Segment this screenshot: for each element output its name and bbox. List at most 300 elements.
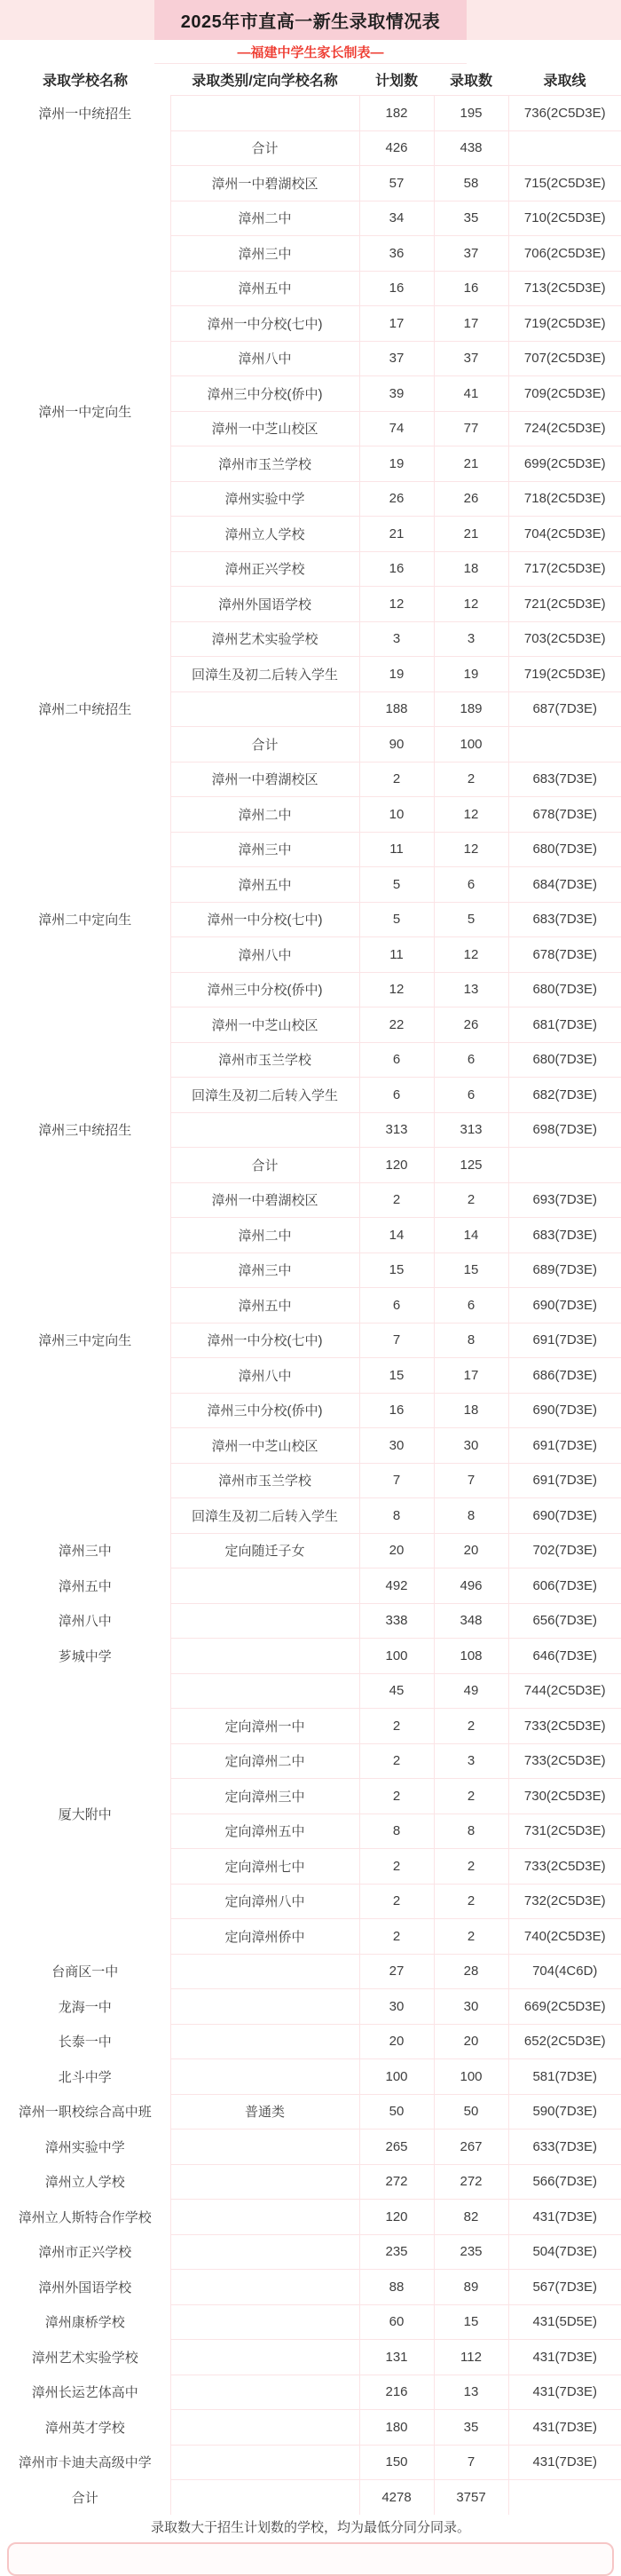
admitted-count-cell: 20 [434,2024,508,2059]
admitted-count-cell: 49 [434,1673,508,1709]
cutoff-line-cell: 686(7D3E) [508,1358,621,1394]
plan-count-cell: 2 [359,1743,434,1779]
admitted-count-cell: 8 [434,1323,508,1358]
plan-count-cell: 20 [359,1533,434,1569]
table-row [0,2200,621,2235]
admitted-count-cell: 35 [434,2410,508,2446]
plan-count-cell: 16 [359,1393,434,1428]
category-cell: 漳州外国语学校 [170,587,359,622]
category-cell [170,2304,359,2340]
plan-count-cell: 60 [359,2304,434,2340]
cutoff-line-cell: 721(2C5D3E) [508,587,621,622]
school-name-cell: 漳州实验中学 [44,2139,125,2155]
admitted-count-cell: 3 [434,621,508,657]
plan-count-cell: 2 [359,1779,434,1814]
cutoff-line-cell: 733(2C5D3E) [508,1743,621,1779]
category-cell: 漳州五中 [170,867,359,903]
category-cell: 漳州三中 [170,832,359,867]
category-cell: 定向漳州七中 [170,1849,359,1885]
table-row [0,691,621,727]
cutoff-line-cell: 606(7D3E) [508,1569,621,1604]
category-cell [170,2445,359,2480]
school-name-cell: 漳州市卡迪夫高级中学 [18,2455,152,2471]
cutoff-line-cell: 691(7D3E) [508,1428,621,1464]
cutoff-line-cell: 680(7D3E) [508,832,621,867]
admitted-count-cell: 26 [434,481,508,517]
category-cell: 漳州八中 [170,341,359,376]
plan-count-cell: 4278 [359,2480,434,2515]
page-subtitle: —福建中学生家长制表— [237,44,384,60]
school-name-cell: 漳州市正兴学校 [38,2245,132,2261]
plan-count-cell: 15 [359,1358,434,1394]
cutoff-line-cell: 687(7D3E) [508,691,621,727]
category-cell [170,2480,359,2515]
school-name-cell: 漳州一中统招生 [38,106,132,122]
category-cell: 定向漳州八中 [170,1884,359,1919]
category-cell [170,2024,359,2059]
school-name-cell: 漳州三中 [58,1544,112,1560]
admitted-count-cell: 14 [434,1218,508,1253]
admitted-count-cell: 2 [434,1919,508,1955]
category-cell: 漳州二中 [170,201,359,236]
table-row [0,2130,621,2165]
plan-count-cell: 188 [359,691,434,727]
school-name-cell: 漳州一中定向生 [38,404,132,420]
admitted-count-cell: 21 [434,517,508,552]
plan-count-cell: 57 [359,166,434,201]
category-cell [170,1569,359,1604]
table-row [0,1954,621,1989]
admitted-count-cell: 50 [434,2094,508,2130]
plan-count-cell: 5 [359,902,434,937]
plan-count-cell: 426 [359,130,434,166]
plan-count-cell: 120 [359,2200,434,2235]
cutoff-line-cell: 683(7D3E) [508,902,621,937]
plan-count-cell: 2 [359,1919,434,1955]
admitted-count-cell: 125 [434,1148,508,1183]
plan-count-cell: 74 [359,411,434,446]
table-row [0,2024,621,2059]
plan-count-cell: 338 [359,1603,434,1639]
school-name-cell: 芗城中学 [58,1648,112,1664]
plan-count-cell: 100 [359,2059,434,2095]
school-name-cell: 漳州一职校综合高中班 [18,2105,152,2121]
category-cell: 漳州实验中学 [170,481,359,517]
plan-count-cell: 6 [359,1288,434,1324]
cutoff-line-cell: 633(7D3E) [508,2130,621,2165]
plan-count-cell: 6 [359,1042,434,1078]
cutoff-line-cell: 681(7D3E) [508,1007,621,1043]
category-cell: 漳州一中芝山校区 [170,411,359,446]
admitted-count-cell: 189 [434,691,508,727]
cutoff-line-cell: 682(7D3E) [508,1078,621,1113]
category-cell [170,1989,359,2025]
cutoff-line-cell: 740(2C5D3E) [508,1919,621,1955]
admitted-count-cell: 58 [434,166,508,201]
cutoff-line-cell: 719(2C5D3E) [508,657,621,692]
plan-count-cell: 30 [359,1428,434,1464]
category-cell: 漳州一中芝山校区 [170,1007,359,1043]
cutoff-line-cell: 431(7D3E) [508,2410,621,2446]
table-row [0,2340,621,2375]
column-header-plan: 计划数 [374,74,418,89]
admitted-count-cell: 112 [434,2340,508,2375]
category-cell: 漳州五中 [170,1288,359,1324]
admitted-count-cell: 2 [434,762,508,797]
admitted-count-cell: 13 [434,972,508,1007]
category-cell: 合计 [170,727,359,763]
school-name-cell: 台商区一中 [51,1964,119,1980]
cutoff-line-cell: 646(7D3E) [508,1639,621,1674]
plan-count-cell: 14 [359,1218,434,1253]
plan-count-cell: 30 [359,1989,434,2025]
admitted-count-cell: 100 [434,2059,508,2095]
category-cell: 回漳生及初二后转入学生 [170,1498,359,1534]
school-name-cell: 漳州立人学校 [44,2175,125,2191]
cutoff-line-cell: 724(2C5D3E) [508,411,621,446]
admitted-count-cell: 30 [434,1428,508,1464]
cutoff-line-cell: 684(7D3E) [508,867,621,903]
category-cell [170,2270,359,2305]
category-cell [170,2130,359,2165]
category-cell: 回漳生及初二后转入学生 [170,657,359,692]
cutoff-line-cell: 690(7D3E) [508,1393,621,1428]
admitted-count-cell: 2 [434,1709,508,1744]
admissions-table-body [0,96,621,2515]
admitted-count-cell: 12 [434,832,508,867]
school-name-cell: 漳州康桥学校 [44,2315,125,2331]
category-cell: 漳州三中 [170,236,359,272]
cutoff-line-cell [508,130,621,166]
table-row [0,96,621,131]
admitted-count-cell: 37 [434,236,508,272]
cutoff-line-cell: 698(7D3E) [508,1112,621,1148]
admitted-count-cell: 30 [434,1989,508,2025]
table-row [0,1989,621,2025]
admitted-count-cell: 16 [434,271,508,306]
plan-count-cell: 235 [359,2234,434,2270]
admitted-count-cell: 37 [434,341,508,376]
admitted-count-cell: 6 [434,1288,508,1324]
category-cell: 定向漳州侨中 [170,1919,359,1955]
cutoff-line-cell: 678(7D3E) [508,797,621,833]
table-row [0,2410,621,2446]
category-cell: 合计 [170,130,359,166]
cutoff-line-cell: 690(7D3E) [508,1498,621,1534]
cutoff-line-cell: 656(7D3E) [508,1603,621,1639]
cutoff-line-cell: 703(2C5D3E) [508,621,621,657]
plan-count-cell: 182 [359,96,434,131]
category-cell: 漳州一中碧湖校区 [170,166,359,201]
cutoff-line-cell: 704(2C5D3E) [508,517,621,552]
plan-count-cell: 17 [359,306,434,342]
school-name-cell: 漳州长运艺体高中 [31,2385,138,2401]
admitted-count-cell: 26 [434,1007,508,1043]
plan-count-cell: 2 [359,1182,434,1218]
category-cell: 漳州一中碧湖校区 [170,1182,359,1218]
cutoff-line-cell [508,2480,621,2515]
cutoff-line-cell [508,727,621,763]
column-header-cutoff: 录取线 [543,74,586,89]
column-header-school: 录取学校名称 [42,74,128,90]
category-cell [170,1639,359,1674]
table-row [0,2304,621,2340]
cutoff-line-cell: 431(7D3E) [508,2375,621,2410]
cutoff-line-cell: 731(2C5D3E) [508,1813,621,1849]
cutoff-line-cell: 581(7D3E) [508,2059,621,2095]
category-cell [170,1673,359,1709]
admitted-count-cell: 17 [434,1358,508,1394]
plan-count-cell: 272 [359,2164,434,2200]
category-cell: 漳州二中 [170,797,359,833]
plan-count-cell: 37 [359,341,434,376]
cutoff-line-cell: 706(2C5D3E) [508,236,621,272]
admitted-count-cell: 19 [434,657,508,692]
admitted-count-cell: 2 [434,1779,508,1814]
plan-count-cell: 6 [359,1078,434,1113]
plan-count-cell: 11 [359,937,434,973]
category-cell [170,1954,359,1989]
cutoff-line-cell: 713(2C5D3E) [508,271,621,306]
cutoff-line-cell: 744(2C5D3E) [508,1673,621,1709]
cutoff-line-cell: 678(7D3E) [508,937,621,973]
category-cell: 漳州三中分校(侨中) [170,376,359,412]
plan-count-cell: 10 [359,797,434,833]
admitted-count-cell: 2 [434,1849,508,1885]
admitted-count-cell: 35 [434,201,508,236]
cutoff-line-cell: 730(2C5D3E) [508,1779,621,1814]
admitted-count-cell: 3 [434,1743,508,1779]
school-name-cell: 漳州外国语学校 [38,2280,132,2295]
plan-count-cell: 45 [359,1673,434,1709]
cutoff-line-cell: 566(7D3E) [508,2164,621,2200]
category-cell: 漳州八中 [170,1358,359,1394]
table-row [0,2164,621,2200]
admitted-count-cell: 82 [434,2200,508,2235]
cutoff-line-cell [508,1148,621,1183]
plan-count-cell: 39 [359,376,434,412]
category-cell: 定向漳州五中 [170,1813,359,1849]
cutoff-line-cell: 733(2C5D3E) [508,1849,621,1885]
category-cell [170,2200,359,2235]
table-row [0,1639,621,1674]
admitted-count-cell: 108 [434,1639,508,1674]
category-cell: 漳州三中 [170,1252,359,1288]
table-row [0,1533,621,1569]
plan-count-cell: 36 [359,236,434,272]
admitted-count-cell: 496 [434,1569,508,1604]
cutoff-line-cell: 707(2C5D3E) [508,341,621,376]
table-row [0,2234,621,2270]
admitted-count-cell: 267 [434,2130,508,2165]
plan-count-cell: 12 [359,972,434,1007]
category-cell [170,2340,359,2375]
table-row [0,2375,621,2410]
cutoff-line-cell: 680(7D3E) [508,1042,621,1078]
category-cell: 漳州一中碧湖校区 [170,762,359,797]
plan-count-cell: 8 [359,1498,434,1534]
plan-count-cell: 2 [359,1884,434,1919]
subtitle-container [154,40,467,64]
cutoff-line-cell: 431(7D3E) [508,2200,621,2235]
cutoff-line-cell: 702(7D3E) [508,1533,621,1569]
admitted-count-cell: 8 [434,1813,508,1849]
plan-count-cell: 180 [359,2410,434,2446]
title-band [0,0,621,40]
category-cell: 普通类 [170,2094,359,2130]
category-cell: 漳州市玉兰学校 [170,1042,359,1078]
category-cell: 漳州八中 [170,937,359,973]
admitted-count-cell: 18 [434,1393,508,1428]
category-cell: 定向随迁子女 [170,1533,359,1569]
admitted-count-cell: 77 [434,411,508,446]
plan-count-cell: 20 [359,2024,434,2059]
admitted-count-cell: 15 [434,2304,508,2340]
admitted-count-cell: 41 [434,376,508,412]
cutoff-line-cell: 736(2C5D3E) [508,96,621,131]
category-cell [170,691,359,727]
plan-count-cell: 150 [359,2445,434,2480]
plan-count-cell: 19 [359,446,434,482]
cutoff-line-cell: 431(7D3E) [508,2445,621,2480]
admitted-count-cell: 6 [434,1042,508,1078]
category-cell [170,2164,359,2200]
category-cell: 漳州二中 [170,1218,359,1253]
plan-count-cell: 313 [359,1112,434,1148]
plan-count-cell: 16 [359,551,434,587]
admitted-count-cell: 235 [434,2234,508,2270]
admitted-count-cell: 18 [434,551,508,587]
table-row [0,1112,621,1148]
category-cell: 定向漳州一中 [170,1709,359,1744]
table-row [0,2270,621,2305]
plan-count-cell: 15 [359,1252,434,1288]
admitted-count-cell: 5 [434,902,508,937]
plan-count-cell: 7 [359,1463,434,1498]
cutoff-line-cell: 691(7D3E) [508,1463,621,1498]
admitted-count-cell: 195 [434,96,508,131]
cutoff-line-cell: 683(7D3E) [508,1218,621,1253]
cutoff-line-cell: 704(4C6D) [508,1954,621,1989]
category-cell [170,2234,359,2270]
admitted-count-cell: 15 [434,1252,508,1288]
plan-count-cell: 34 [359,201,434,236]
plan-count-cell: 12 [359,587,434,622]
plan-count-cell: 11 [359,832,434,867]
school-name-cell: 漳州二中定向生 [38,913,132,928]
cutoff-line-cell: 699(2C5D3E) [508,446,621,482]
plan-count-cell: 22 [359,1007,434,1043]
category-cell [170,96,359,131]
plan-count-cell: 7 [359,1323,434,1358]
table-row [0,2480,621,2515]
admitted-count-cell: 89 [434,2270,508,2305]
school-name-cell: 漳州立人斯特合作学校 [18,2209,152,2225]
category-cell [170,2375,359,2410]
admitted-count-cell: 313 [434,1112,508,1148]
plan-count-cell: 8 [359,1813,434,1849]
school-name-cell: 龙海一中 [58,1999,112,2015]
category-cell: 定向漳州三中 [170,1779,359,1814]
plan-count-cell: 120 [359,1148,434,1183]
admitted-count-cell: 8 [434,1498,508,1534]
category-cell: 漳州立人学校 [170,517,359,552]
cutoff-line-cell: 733(2C5D3E) [508,1709,621,1744]
cutoff-line-cell: 732(2C5D3E) [508,1884,621,1919]
category-cell [170,1112,359,1148]
admitted-count-cell: 7 [434,1463,508,1498]
table-header-row [0,64,621,96]
table-row [0,1603,621,1639]
plan-count-cell: 16 [359,271,434,306]
admissions-table [0,64,621,2515]
admitted-count-cell: 20 [434,1533,508,1569]
cutoff-line-cell: 669(2C5D3E) [508,1989,621,2025]
school-name-cell: 漳州三中定向生 [38,1333,132,1349]
admitted-count-cell: 6 [434,867,508,903]
category-cell: 漳州五中 [170,271,359,306]
cutoff-line-cell: 652(2C5D3E) [508,2024,621,2059]
category-cell: 漳州一中芝山校区 [170,1428,359,1464]
admitted-count-cell: 272 [434,2164,508,2200]
table-row [0,1673,621,1709]
bottom-clipped-box [7,2542,614,2576]
category-cell: 合计 [170,1148,359,1183]
school-name-cell: 厦大附中 [58,1806,112,1822]
school-name-cell: 漳州英才学校 [44,2420,125,2436]
cutoff-line-cell: 710(2C5D3E) [508,201,621,236]
cutoff-line-cell: 715(2C5D3E) [508,166,621,201]
category-cell: 漳州一中分校(七中) [170,902,359,937]
plan-count-cell: 50 [359,2094,434,2130]
admitted-count-cell: 100 [434,727,508,763]
table-row [0,1148,621,1183]
category-cell: 漳州市玉兰学校 [170,1463,359,1498]
table-row [0,727,621,763]
admitted-count-cell: 2 [434,1884,508,1919]
footer-note: 录取数大于招生计划数的学校，均为最低分同分同录。 [150,2519,470,2535]
plan-count-cell: 131 [359,2340,434,2375]
category-cell: 漳州三中分校(侨中) [170,1393,359,1428]
admitted-count-cell: 6 [434,1078,508,1113]
school-name-cell: 北斗中学 [58,2069,112,2085]
school-name-cell: 漳州三中统招生 [38,1123,132,1139]
category-cell: 漳州三中分校(侨中) [170,972,359,1007]
school-name-cell: 合计 [71,2490,98,2506]
category-cell: 定向漳州二中 [170,1743,359,1779]
table-row [0,2094,621,2130]
cutoff-line-cell: 683(7D3E) [508,762,621,797]
category-cell [170,2410,359,2446]
table-row [0,130,621,166]
plan-count-cell: 265 [359,2130,434,2165]
cutoff-line-cell: 709(2C5D3E) [508,376,621,412]
admitted-count-cell: 21 [434,446,508,482]
cutoff-line-cell: 431(5D5E) [508,2304,621,2340]
cutoff-line-cell: 691(7D3E) [508,1323,621,1358]
school-name-cell: 漳州八中 [58,1614,112,1630]
cutoff-line-cell: 718(2C5D3E) [508,481,621,517]
cutoff-line-cell: 680(7D3E) [508,972,621,1007]
cutoff-line-cell: 719(2C5D3E) [508,306,621,342]
school-name-cell: 漳州二中统招生 [38,702,132,718]
plan-count-cell: 88 [359,2270,434,2305]
column-header-admitted: 录取数 [449,74,492,89]
admitted-count-cell: 438 [434,130,508,166]
admitted-count-cell: 13 [434,2375,508,2410]
school-name-cell: 漳州艺术实验学校 [31,2350,138,2366]
cutoff-line-cell: 590(7D3E) [508,2094,621,2130]
